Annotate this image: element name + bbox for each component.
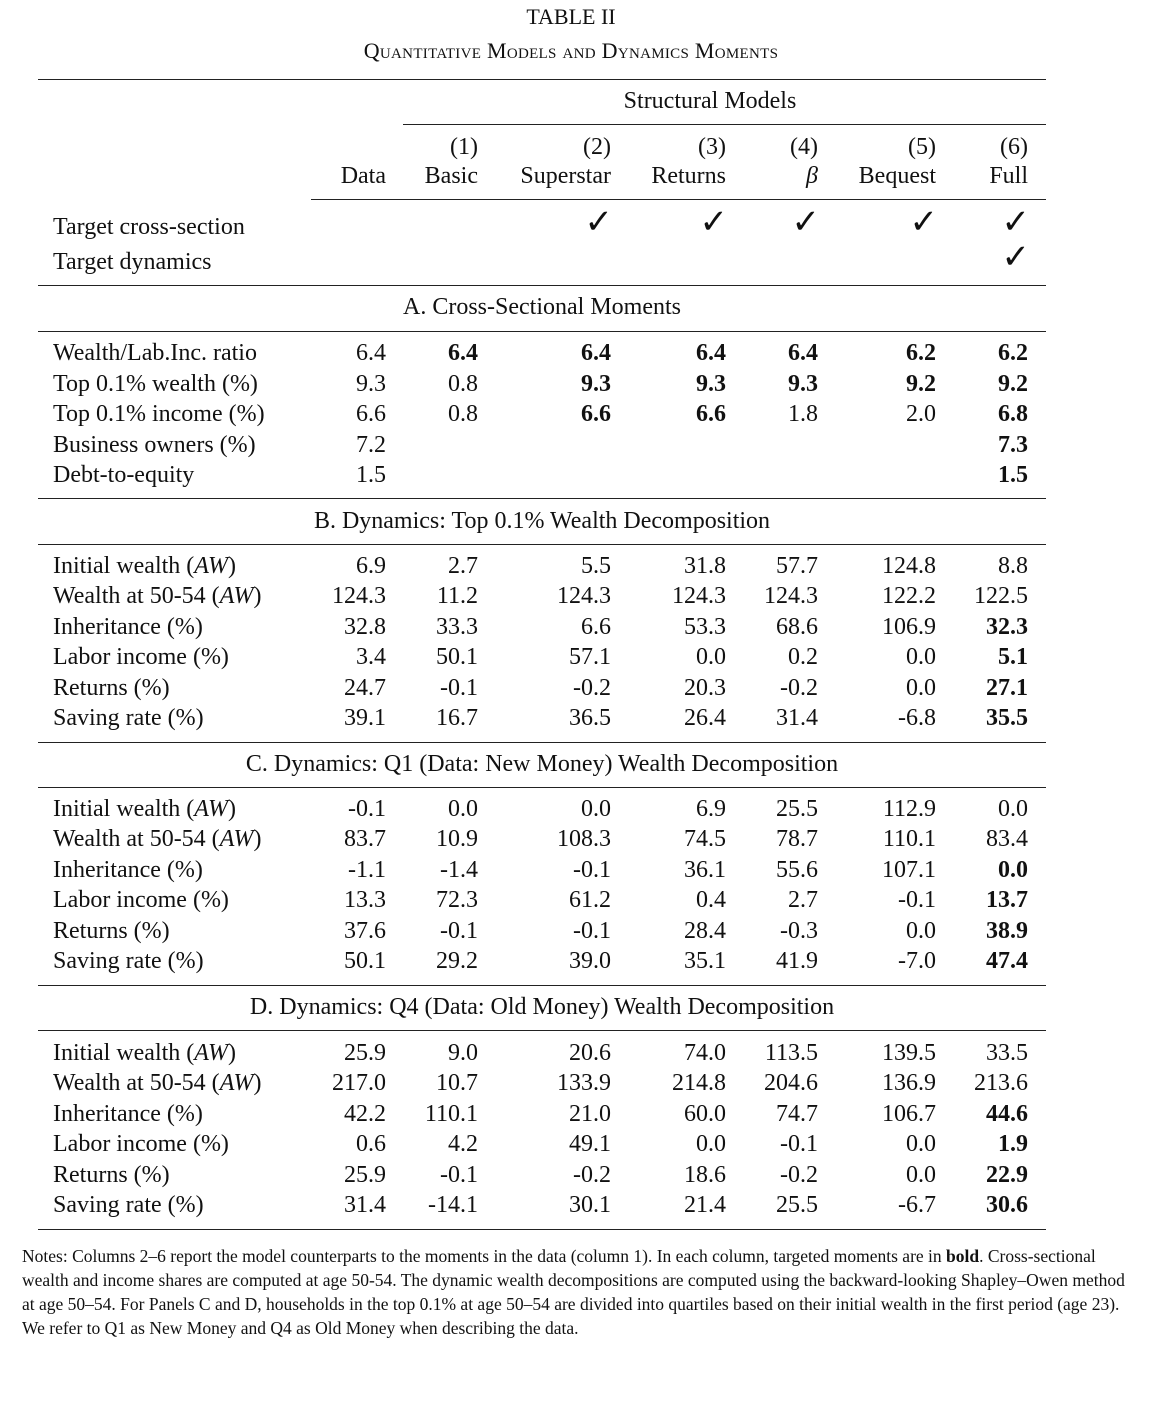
row-label: Saving rate (%) — [53, 705, 204, 731]
cell-basic: 72.3 — [436, 887, 478, 913]
cell-bequest: 0.0 — [906, 1131, 936, 1157]
cell-full: 6.8 — [998, 401, 1028, 427]
cell-full: 35.5 — [986, 705, 1028, 731]
cell-basic: 33.3 — [436, 614, 478, 640]
cell-returns: 18.6 — [684, 1162, 726, 1188]
table-notes — [22, 1244, 1132, 1340]
cell-beta: 204.6 — [764, 1070, 818, 1096]
row-label: Labor income (%) — [53, 887, 229, 913]
column-number-returns: (3) — [698, 134, 726, 160]
cell-full: 0.0 — [998, 796, 1028, 822]
cell-basic: -1.4 — [440, 857, 478, 883]
cell-beta: 57.7 — [776, 553, 818, 579]
aw-unit: AW — [219, 826, 254, 852]
cell-beta: -0.3 — [780, 918, 818, 944]
cell-superstar: 21.0 — [569, 1101, 611, 1127]
cell-full: 1.5 — [998, 462, 1028, 488]
row-label: Labor income (%) — [53, 644, 229, 670]
cell-full: 38.9 — [986, 918, 1028, 944]
cell-basic: 29.2 — [436, 948, 478, 974]
row-label: Business owners (%) — [53, 432, 256, 458]
column-header-basic: Basic — [424, 163, 478, 189]
row-label: Saving rate (%) — [53, 948, 204, 974]
cell-returns: 74.0 — [684, 1040, 726, 1066]
cell-data: 1.5 — [356, 462, 386, 488]
row-label: Wealth at 50-54 (AW) — [53, 1070, 262, 1096]
panel-title: B. Dynamics: Top 0.1% Wealth Decomposition — [313, 508, 771, 534]
row-label: Returns (%) — [53, 918, 170, 944]
cell-bequest: 6.2 — [906, 340, 936, 366]
cell-full: 5.1 — [998, 644, 1028, 670]
cell-superstar: 30.1 — [569, 1192, 611, 1218]
cell-data: 39.1 — [344, 705, 386, 731]
cell-basic: -0.1 — [440, 918, 478, 944]
structural-models-header: Structural Models — [623, 88, 797, 114]
cell-full: 9.2 — [998, 371, 1028, 397]
aw-unit: AW — [194, 553, 229, 579]
cell-beta: -0.2 — [780, 1162, 818, 1188]
row-label: Initial wealth (AW) — [53, 796, 237, 822]
cell-superstar: 6.4 — [581, 340, 611, 366]
column-number-full: (6) — [1000, 134, 1028, 160]
cell-superstar: 49.1 — [569, 1131, 611, 1157]
cell-superstar: -0.1 — [573, 857, 611, 883]
cell-superstar: -0.2 — [573, 675, 611, 701]
row-label: Initial wealth (AW) — [53, 553, 237, 579]
cell-returns: 124.3 — [672, 583, 726, 609]
cell-full: 47.4 — [986, 948, 1028, 974]
cell-bequest: 136.9 — [882, 1070, 936, 1096]
cell-returns: 214.8 — [672, 1070, 726, 1096]
cell-returns: 0.0 — [696, 644, 726, 670]
column-number-superstar: (2) — [583, 134, 611, 160]
cell-beta: 55.6 — [776, 857, 818, 883]
cell-basic: 0.0 — [448, 796, 478, 822]
cell-beta: -0.2 — [780, 675, 818, 701]
cell-bequest: 106.7 — [882, 1101, 936, 1127]
cell-bequest: 0.0 — [906, 1162, 936, 1188]
row-label: Wealth at 50-54 (AW) — [53, 826, 262, 852]
cell-bequest: 124.8 — [882, 553, 936, 579]
checkmark-icon: ✓ — [584, 204, 613, 241]
panel-rule — [38, 742, 1046, 743]
cell-full: 22.9 — [986, 1162, 1028, 1188]
cell-returns: 26.4 — [684, 705, 726, 731]
cell-data: 6.4 — [356, 340, 386, 366]
panel-title-rule — [38, 331, 1046, 332]
cell-basic: 2.7 — [448, 553, 478, 579]
cell-full: 0.0 — [998, 857, 1028, 883]
cell-superstar: 6.6 — [581, 614, 611, 640]
panel-title-rule — [38, 544, 1046, 545]
cell-data: 217.0 — [332, 1070, 386, 1096]
cell-basic: 4.2 — [448, 1131, 478, 1157]
column-header-data: Data — [340, 163, 386, 189]
column-header-beta: β — [806, 163, 818, 189]
cell-beta: 124.3 — [764, 583, 818, 609]
cell-basic: 0.8 — [448, 401, 478, 427]
row-label: Top 0.1% wealth (%) — [53, 371, 258, 397]
cell-data: 42.2 — [344, 1101, 386, 1127]
cell-data: 83.7 — [344, 826, 386, 852]
cell-superstar: 57.1 — [569, 644, 611, 670]
row-label: Inheritance (%) — [53, 1101, 203, 1127]
cell-returns: 35.1 — [684, 948, 726, 974]
row-label: Returns (%) — [53, 1162, 170, 1188]
cell-full: 8.8 — [998, 553, 1028, 579]
cell-bequest: 9.2 — [906, 371, 936, 397]
cell-beta: 31.4 — [776, 705, 818, 731]
cell-superstar: -0.1 — [573, 918, 611, 944]
row-label: Inheritance (%) — [53, 857, 203, 883]
column-header-superstar: Superstar — [520, 163, 611, 189]
cell-returns: 0.4 — [696, 887, 726, 913]
cell-beta: 74.7 — [776, 1101, 818, 1127]
notes-text-start: Notes: Columns 2–6 report the model counterparts to the moments in the data (column 1). In each column, targeted moments are in — [22, 1246, 947, 1266]
cell-data: 50.1 — [344, 948, 386, 974]
cell-bequest: 0.0 — [906, 675, 936, 701]
cell-full: 6.2 — [998, 340, 1028, 366]
cell-returns: 6.4 — [696, 340, 726, 366]
cell-superstar: 36.5 — [569, 705, 611, 731]
cell-full: 13.7 — [986, 887, 1028, 913]
cell-basic: 9.0 — [448, 1040, 478, 1066]
row-label: Wealth at 50-54 (AW) — [53, 583, 262, 609]
cell-returns: 6.9 — [696, 796, 726, 822]
cell-bequest: 122.2 — [882, 583, 936, 609]
cell-superstar: 20.6 — [569, 1040, 611, 1066]
cell-beta: 78.7 — [776, 826, 818, 852]
cell-bequest: -6.8 — [898, 705, 936, 731]
cell-beta: 25.5 — [776, 796, 818, 822]
aw-unit: AW — [219, 1070, 254, 1096]
cell-superstar: -0.2 — [573, 1162, 611, 1188]
cell-returns: 53.3 — [684, 614, 726, 640]
cell-full: 30.6 — [986, 1192, 1028, 1218]
row-label: Wealth/Lab.Inc. ratio — [53, 340, 257, 366]
cell-data: 25.9 — [344, 1162, 386, 1188]
bottom-rule — [38, 1229, 1046, 1230]
cell-returns: 28.4 — [684, 918, 726, 944]
cell-full: 32.3 — [986, 614, 1028, 640]
cell-returns: 21.4 — [684, 1192, 726, 1218]
row-label: Saving rate (%) — [53, 1192, 204, 1218]
cell-superstar: 0.0 — [581, 796, 611, 822]
row-label: Inheritance (%) — [53, 614, 203, 640]
cell-basic: -0.1 — [440, 675, 478, 701]
cell-bequest: -6.7 — [898, 1192, 936, 1218]
panel-title-rule — [38, 787, 1046, 788]
column-header-bequest: Bequest — [858, 163, 936, 189]
cell-full: 33.5 — [986, 1040, 1028, 1066]
row-label: Debt-to-equity — [53, 462, 195, 488]
aw-unit: AW — [194, 1040, 229, 1066]
aw-unit: AW — [219, 583, 254, 609]
cell-data: 9.3 — [356, 371, 386, 397]
checkmark-icon: ✓ — [1001, 239, 1030, 276]
column-number-bequest: (5) — [908, 134, 936, 160]
cell-data: 124.3 — [332, 583, 386, 609]
table-number: TABLE II — [526, 4, 616, 29]
cell-superstar: 5.5 — [581, 553, 611, 579]
cell-basic: 11.2 — [436, 583, 478, 609]
column-header-full: Full — [989, 163, 1028, 189]
cell-full: 1.9 — [998, 1131, 1028, 1157]
checkmark-icon: ✓ — [699, 204, 728, 241]
cell-basic: 110.1 — [424, 1101, 478, 1127]
panel-title: A. Cross-Sectional Moments — [403, 294, 681, 320]
cell-basic: 0.8 — [448, 371, 478, 397]
cell-bequest: -7.0 — [898, 948, 936, 974]
target-label: Target dynamics — [53, 249, 212, 275]
row-label: Labor income (%) — [53, 1131, 229, 1157]
cell-data: 25.9 — [344, 1040, 386, 1066]
cell-beta: 1.8 — [788, 401, 818, 427]
cell-returns: 31.8 — [684, 553, 726, 579]
aw-unit: AW — [194, 796, 229, 822]
cell-beta: 6.4 — [788, 340, 818, 366]
cell-basic: -0.1 — [440, 1162, 478, 1188]
cell-superstar: 6.6 — [581, 401, 611, 427]
top-rule — [38, 79, 1046, 80]
panel-title-rule — [38, 1030, 1046, 1031]
cell-beta: 25.5 — [776, 1192, 818, 1218]
checkmark-icon: ✓ — [1001, 204, 1030, 241]
column-number-beta: (4) — [790, 134, 818, 160]
cell-data: 31.4 — [344, 1192, 386, 1218]
cell-returns: 60.0 — [684, 1101, 726, 1127]
cell-data: 3.4 — [356, 644, 386, 670]
cell-data: 37.6 — [344, 918, 386, 944]
cell-beta: 0.2 — [788, 644, 818, 670]
panel-rule — [38, 985, 1046, 986]
header-rule — [311, 199, 1046, 200]
cell-bequest: 110.1 — [882, 826, 936, 852]
column-header-returns: Returns — [651, 163, 726, 189]
cell-basic: 50.1 — [436, 644, 478, 670]
cell-data: 24.7 — [344, 675, 386, 701]
cell-data: 6.9 — [356, 553, 386, 579]
cell-data: 13.3 — [344, 887, 386, 913]
cell-superstar: 9.3 — [581, 371, 611, 397]
cell-bequest: 0.0 — [906, 918, 936, 944]
cell-superstar: 124.3 — [557, 583, 611, 609]
cell-bequest: 106.9 — [882, 614, 936, 640]
cell-data: -1.1 — [348, 857, 386, 883]
cell-full: 44.6 — [986, 1101, 1028, 1127]
cell-beta: 41.9 — [776, 948, 818, 974]
cell-returns: 20.3 — [684, 675, 726, 701]
row-label: Top 0.1% income (%) — [53, 401, 265, 427]
cell-superstar: 133.9 — [557, 1070, 611, 1096]
cell-beta: -0.1 — [780, 1131, 818, 1157]
cell-superstar: 108.3 — [557, 826, 611, 852]
panel-rule — [38, 498, 1046, 499]
cell-full: 83.4 — [986, 826, 1028, 852]
cell-returns: 6.6 — [696, 401, 726, 427]
cell-returns: 9.3 — [696, 371, 726, 397]
cell-beta: 68.6 — [776, 614, 818, 640]
cell-superstar: 61.2 — [569, 887, 611, 913]
target-label: Target cross-section — [53, 214, 245, 240]
cell-beta: 2.7 — [788, 887, 818, 913]
cell-returns: 0.0 — [696, 1131, 726, 1157]
cell-beta: 9.3 — [788, 371, 818, 397]
cell-basic: 16.7 — [436, 705, 478, 731]
cell-bequest: 139.5 — [882, 1040, 936, 1066]
cell-bequest: 0.0 — [906, 644, 936, 670]
cell-bequest: 112.9 — [882, 796, 936, 822]
row-label: Returns (%) — [53, 675, 170, 701]
cell-data: 32.8 — [344, 614, 386, 640]
structural-models-rule — [403, 124, 1046, 125]
cell-bequest: 107.1 — [882, 857, 936, 883]
cell-basic: 10.7 — [436, 1070, 478, 1096]
cell-full: 213.6 — [974, 1070, 1028, 1096]
panel-title: D. Dynamics: Q4 (Data: Old Money) Wealth Decomposition — [249, 994, 835, 1020]
cell-returns: 36.1 — [684, 857, 726, 883]
cell-beta: 113.5 — [764, 1040, 818, 1066]
notes-bold-word: bold — [946, 1246, 980, 1266]
cell-data: 6.6 — [356, 401, 386, 427]
checkmark-icon: ✓ — [909, 204, 938, 241]
cell-bequest: 2.0 — [906, 401, 936, 427]
cell-basic: 6.4 — [448, 340, 478, 366]
column-number-basic: (1) — [450, 134, 478, 160]
cell-full: 122.5 — [974, 583, 1028, 609]
cell-data: -0.1 — [348, 796, 386, 822]
cell-bequest: -0.1 — [898, 887, 936, 913]
cell-data: 7.2 — [356, 432, 386, 458]
panel-rule — [38, 285, 1046, 286]
row-label: Initial wealth (AW) — [53, 1040, 237, 1066]
checkmark-icon: ✓ — [791, 204, 820, 241]
cell-basic: -14.1 — [428, 1192, 478, 1218]
cell-data: 0.6 — [356, 1131, 386, 1157]
cell-basic: 10.9 — [436, 826, 478, 852]
panel-title: C. Dynamics: Q1 (Data: New Money) Wealth Decomposition — [245, 751, 839, 777]
cell-superstar: 39.0 — [569, 948, 611, 974]
table-title: Quantitative Models and Dynamics Moments — [363, 38, 779, 63]
notes-text-end: . Cross-sectional wealth and income shares are computed at age 50-54. The dynamic wealth decompositions are computed using the backward-looking Shapley–Owen method at age 50–54. For Panels C and D, households in the top 0.1% at age 50–54 are divided into quartiles based on their initial wealth in the first period (age 23). We refer to Q1 as New Money and Q4 as Old Money when describing the data. — [22, 1246, 1125, 1338]
cell-returns: 74.5 — [684, 826, 726, 852]
cell-full: 27.1 — [986, 675, 1028, 701]
cell-full: 7.3 — [998, 432, 1028, 458]
